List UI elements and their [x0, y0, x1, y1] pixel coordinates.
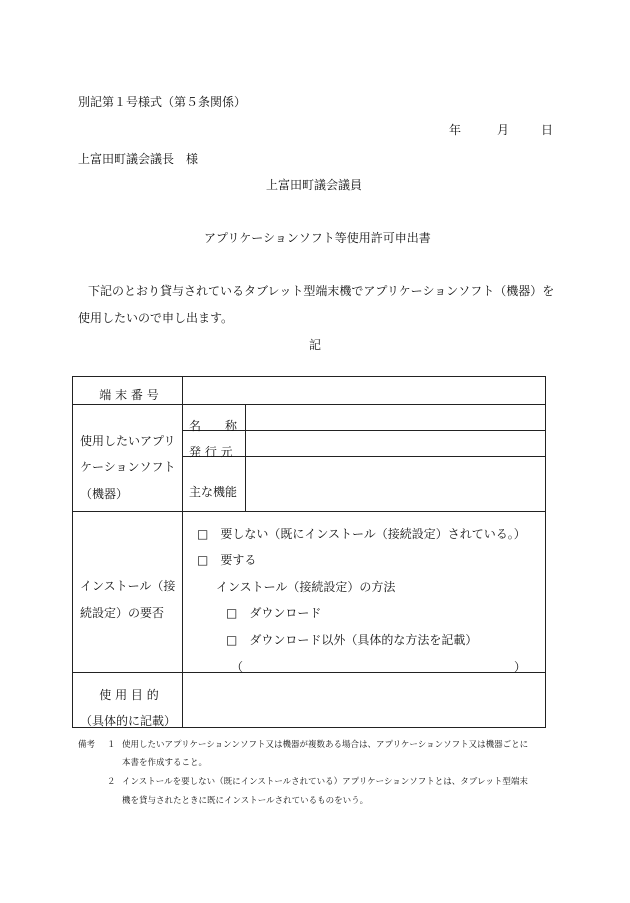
publisher-label: 発 行 元 [189, 445, 233, 459]
option-download[interactable]: □ ダウンロード [226, 606, 322, 620]
publisher-field[interactable] [248, 433, 542, 453]
function-field[interactable] [248, 459, 542, 508]
terminal-number-field[interactable] [185, 381, 541, 401]
application-form-table [72, 376, 546, 728]
terminal-number-label: 端 末 番 号 [99, 388, 159, 402]
install-label-line-1: インストール（接 [80, 579, 176, 593]
app-label-line-3: （機器） [80, 487, 129, 501]
purpose-sub-label: （具体的に記載） [79, 714, 176, 728]
install-method-heading: インストール（接続設定）の方法 [216, 580, 396, 594]
ki-heading: 記 [309, 338, 322, 352]
note-1-line-2: 本書を作成すること。 [122, 758, 208, 768]
option-other-method[interactable]: □ ダウンロード以外（具体的な方法を記載） [226, 633, 478, 647]
note-2-number: ２ [107, 777, 116, 787]
install-label-line-2: 続設定）の要否 [80, 606, 165, 620]
addressee: 上富田町議会議長 様 [78, 152, 199, 166]
app-label-line-2: ケーションソフト [80, 460, 176, 474]
paren-open: （ [231, 660, 244, 674]
body-text-line-2: 使用したいので申し出ます。 [78, 311, 234, 325]
function-label: 主な機能 [189, 485, 238, 499]
date-day-label: 日 [541, 123, 554, 137]
document-title: アプリケーションソフト等使用許可申出書 [204, 231, 431, 245]
note-2-line-1: インストールを要しない（既にインストールされている）アプリケーションソフトとは、タブレット型端末 [122, 777, 528, 787]
body-text-line-1: 下記のとおり貸与されているタブレット型端末機でアプリケーションソフト（機器）を [88, 284, 555, 298]
option-not-required[interactable]: □ 要しない（既にインストール（接続設定）されている。） [197, 527, 526, 541]
app-label-line-1: 使用したいアプリ [80, 434, 176, 448]
name-field[interactable] [248, 407, 542, 427]
name-label: 名 称 [189, 419, 238, 433]
form-reference: 別記第１号様式（第５条関係） [78, 95, 247, 109]
date-year-label: 年 [449, 123, 462, 137]
date-month-label: 月 [497, 123, 510, 137]
other-method-field[interactable] [245, 656, 513, 672]
purpose-field[interactable] [185, 675, 541, 725]
notes-heading: 備考 [78, 740, 96, 750]
note-2-line-2: 機を貸与されたときに既にインストールされているものをいう。 [122, 796, 369, 806]
note-1-number: １ [107, 740, 116, 750]
option-required[interactable]: □ 要する [197, 553, 257, 567]
paren-close: ） [514, 660, 527, 674]
note-1-line-1: 使用したいアプリケーションンソフト又は機器が複数ある場合は、アプリケーションソフト又は機器ごとに [122, 740, 529, 750]
purpose-label: 使 用 目 的 [99, 688, 159, 702]
applicant: 上富田町議会議員 [266, 178, 363, 192]
